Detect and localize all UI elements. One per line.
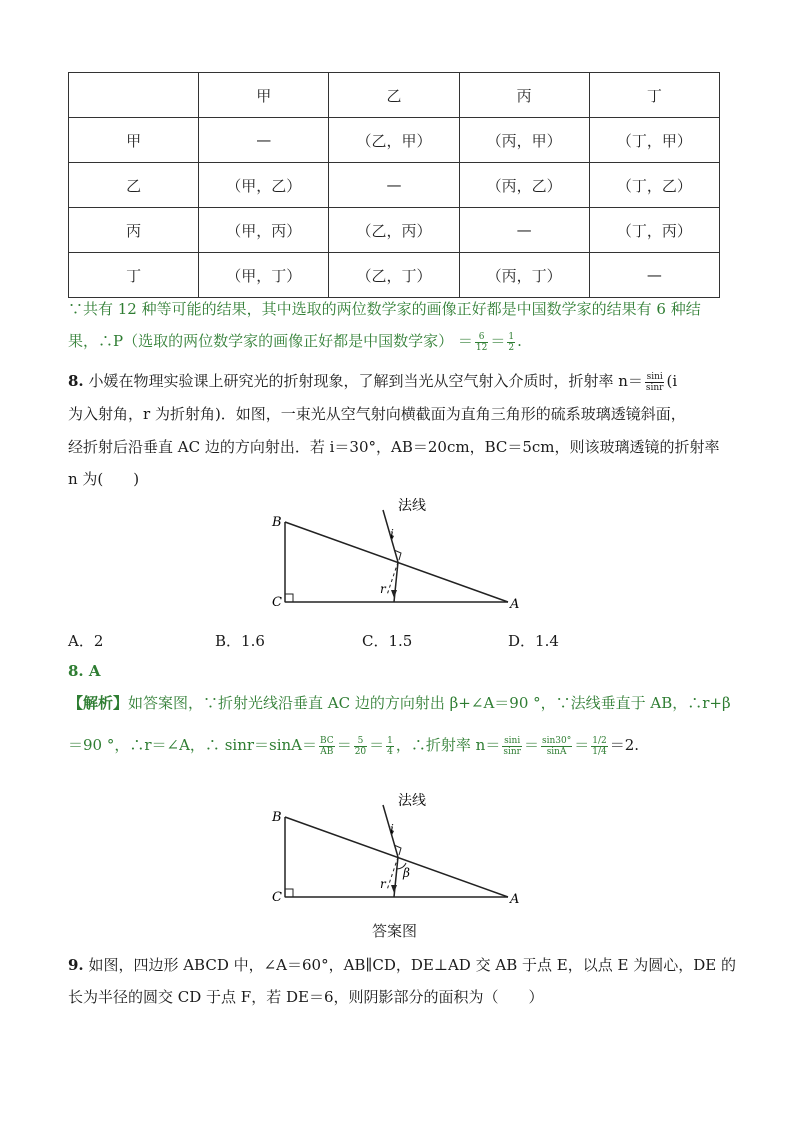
table-cell <box>69 73 199 118</box>
figure-caption: 答案图 <box>372 922 418 940</box>
vertex-b: B <box>272 515 282 530</box>
table-cell: （甲，丙） <box>199 208 329 253</box>
table-cell: （甲，丁） <box>199 253 329 298</box>
question-text: 小媛在物理实验课上研究光的折射现象，了解到当光从空气射入介质时，折射率 n＝ <box>83 372 643 390</box>
table-cell: — <box>329 163 459 208</box>
numerator: 6 <box>475 332 488 343</box>
denominator: 4 <box>387 746 393 757</box>
denominator: 12 <box>475 342 488 353</box>
answer-text: ，∴折射率 n＝ <box>395 736 501 754</box>
table-cell: （甲，乙） <box>199 163 329 208</box>
table-cell: 甲 <box>199 73 329 118</box>
vertex-b: B <box>272 810 282 825</box>
triangle-figure <box>260 490 530 615</box>
fraction <box>541 736 572 757</box>
table-cell: （丙，乙） <box>459 163 589 208</box>
equals-sign: ＝ <box>574 736 590 754</box>
option-c: C．1.5 <box>362 632 413 650</box>
table-cell: 乙 <box>69 163 199 208</box>
equals-sign: ＝ <box>490 332 506 350</box>
table-row <box>69 118 720 163</box>
option-d: D．1.4 <box>508 632 559 650</box>
table-cell: 丁 <box>589 73 719 118</box>
right-angle-mark <box>285 594 293 602</box>
option-a: A．2 <box>68 632 104 650</box>
table-cell: （丙，甲） <box>459 118 589 163</box>
denominator: sinr <box>503 746 521 757</box>
table-cell: 乙 <box>329 73 459 118</box>
angle-beta: β <box>403 866 410 880</box>
normal-label: 法线 <box>398 498 426 514</box>
outcome-table <box>68 72 720 298</box>
table-cell: 甲 <box>69 118 199 163</box>
angle-r: r <box>380 582 386 596</box>
question-8-line: 为入射角，r 为折射角)．如图，一束光从空气射向横截面为直角三角形的硫系玻璃透镜斜面， <box>68 405 686 423</box>
right-angle-mark <box>285 889 293 897</box>
question-text: (i <box>666 372 678 390</box>
table-cell: （丙，丁） <box>459 253 589 298</box>
table-cell: — <box>459 208 589 253</box>
fraction <box>386 736 394 757</box>
table-row <box>69 253 720 298</box>
table-row <box>69 208 720 253</box>
normal-label: 法线 <box>398 793 426 809</box>
question-8-line: n 为( ) <box>68 470 140 488</box>
denominator: 2 <box>508 342 515 353</box>
table-cell: 丙 <box>459 73 589 118</box>
vertex-c: C <box>272 595 282 610</box>
equals-sign: ＝ <box>523 736 539 754</box>
vertex-c: C <box>272 890 282 905</box>
vertex-a: A <box>510 892 520 907</box>
fraction <box>507 332 515 353</box>
table-cell: 丙 <box>69 208 199 253</box>
table-cell: （乙，丙） <box>329 208 459 253</box>
table-header-row <box>69 73 720 118</box>
vertex-a: A <box>510 597 520 612</box>
answer-figure <box>260 785 530 910</box>
denominator: 20 <box>354 746 367 757</box>
table-cell: — <box>589 253 719 298</box>
option-b: B．1.6 <box>215 632 265 650</box>
solution-line <box>68 330 522 353</box>
denominator: sinr <box>645 382 664 393</box>
table-cell: — <box>199 118 329 163</box>
angle-r: r <box>380 877 386 891</box>
numerator: sini <box>646 371 663 382</box>
table-cell: （丁，丙） <box>589 208 719 253</box>
fraction <box>319 736 335 757</box>
table-cell: 丁 <box>69 253 199 298</box>
arrowhead <box>391 590 397 598</box>
answer-line <box>68 734 639 757</box>
question-8-line: 经折射后沿垂直 AC 边的方向射出．若 i＝30°，AB＝20cm，BC＝5cm，则该玻璃透镜的折射率 <box>68 438 720 456</box>
numerator: BC <box>320 735 334 746</box>
fraction <box>591 736 607 757</box>
table-cell: （丁，乙） <box>589 163 719 208</box>
fraction <box>354 736 367 757</box>
solution-text: 果，∴P（选取的两位数学家的画像正好都是中国数学家） ＝ <box>68 332 473 350</box>
fraction <box>475 332 488 353</box>
numerator: 1/2 <box>592 735 607 746</box>
denominator: AB <box>320 746 334 757</box>
numerator: sini <box>504 735 521 746</box>
table-cell: （乙，丁） <box>329 253 459 298</box>
table-cell: （丁，甲） <box>589 118 719 163</box>
answer-text: ＝90 °，∴r＝∠A，∴ sinr＝sinA＝ <box>68 736 318 754</box>
table-row <box>69 163 720 208</box>
question-number: 9. <box>68 956 84 974</box>
numerator: 1 <box>387 735 393 746</box>
solution-line: ∵共有 12 种等可能的结果，其中选取的两位数学家的画像正好都是中国数学家的结果有 6 种结 <box>68 300 701 318</box>
equals-sign: ＝ <box>336 736 352 754</box>
result: ＝2. <box>609 736 640 754</box>
numerator: 1 <box>508 331 515 342</box>
denominator: 1/4 <box>592 746 607 757</box>
equals-sign: ＝ <box>369 736 385 754</box>
angle-i: i <box>390 822 394 836</box>
angle-i: i <box>390 527 394 541</box>
table-cell: （乙，甲） <box>329 118 459 163</box>
fraction <box>645 372 665 393</box>
numerator: sin30° <box>541 735 572 746</box>
answer-text: 如答案图，∵折射光线沿垂直 AC 边的方向射出 β+∠A＝90 °，∵法线垂直于 AB，∴r+β <box>128 694 731 712</box>
period: . <box>517 332 522 350</box>
question-text: 如图，四边形 ABCD 中，∠A＝60°，AB∥CD，DE⊥AD 交 AB 于点 E，以点 E 为圆心，DE 的 <box>83 956 736 974</box>
analysis-tag: 【解析】 <box>68 694 129 712</box>
numerator: 5 <box>354 736 367 747</box>
fraction <box>502 736 522 757</box>
denominator: sinA <box>546 746 567 757</box>
question-number: 8. <box>68 372 84 390</box>
answer-head: 8. A <box>68 662 101 680</box>
question-9-line: 长为半径的圆交 CD 于点 F，若 DE＝6，则阴影部分的面积为（ ） <box>68 988 544 1006</box>
question-9-line <box>68 954 736 976</box>
arrowhead <box>391 885 397 893</box>
question-8-line <box>68 370 677 393</box>
answer-line <box>68 692 731 714</box>
